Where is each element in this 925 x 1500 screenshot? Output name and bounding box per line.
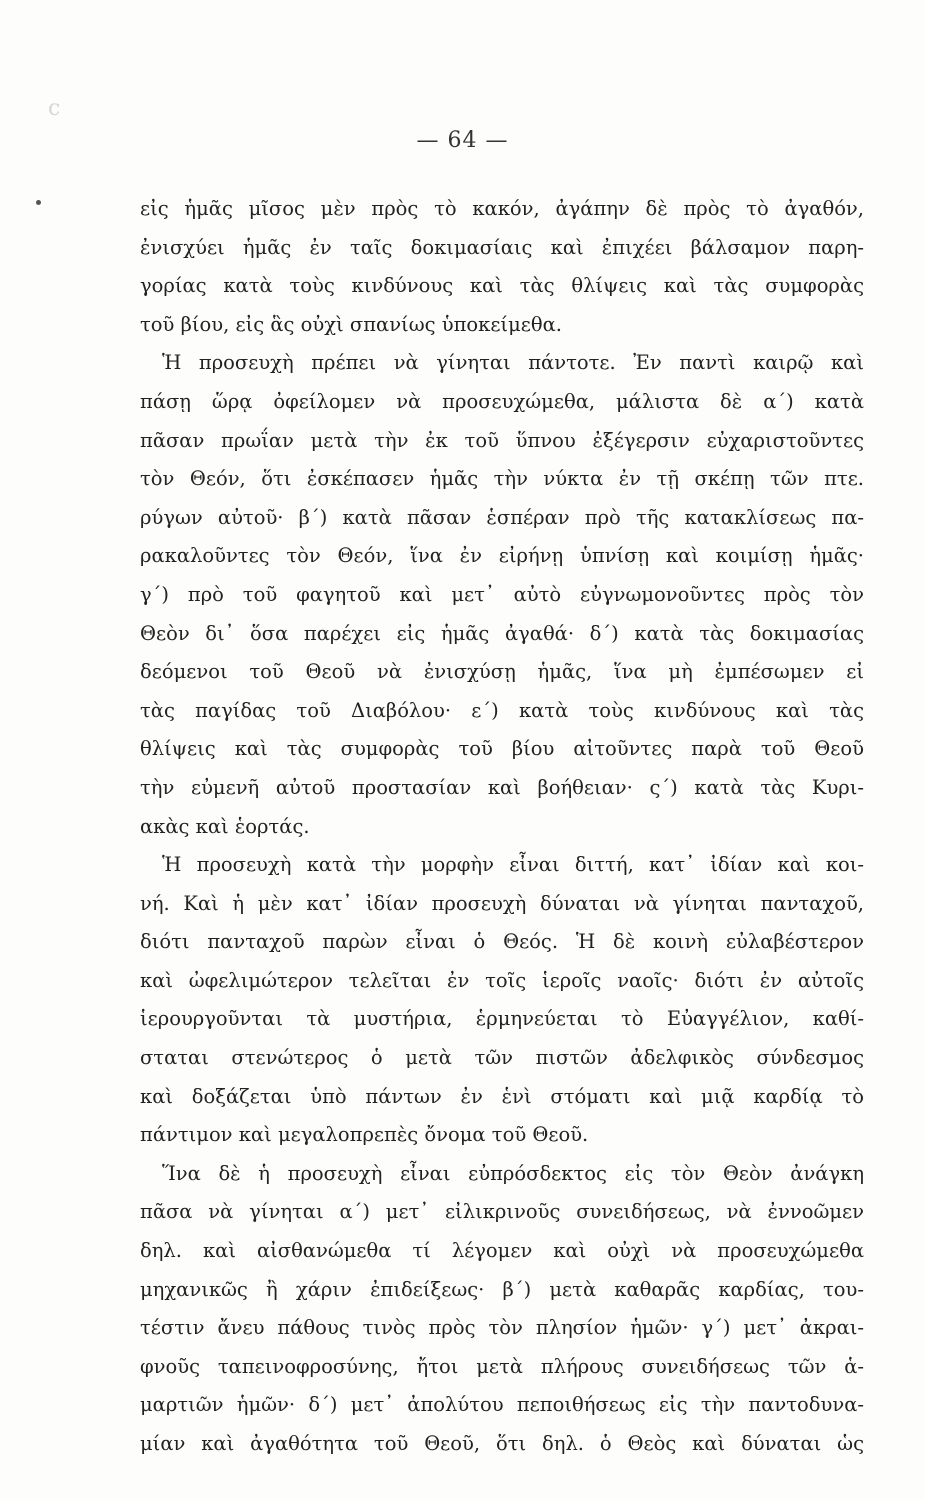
- body-text: [140, 190, 864, 1464]
- text-line: ἱερουργοῦνται τὰ μυστήρια, ἑρμηνεύεται τὸ Εὐαγγέλιον, καθί-: [140, 1007, 864, 1031]
- text-line: Ἵνα δὲ ἡ προσευχὴ εἶναι εὐπρόσδεκτος εἰς τὸν Θεὸν ἀνάγκη: [162, 1161, 864, 1185]
- text-line: μηχανικῶς ἢ χάριν ἐπιδείξεως· β΄) μετὰ καθαρᾶς καρδίας, του-: [140, 1277, 864, 1301]
- text-line: Ἡ προσευχὴ πρέπει νὰ γίνηται πάντοτε. Ἐν παντὶ καιρῷ καὶ: [162, 351, 864, 375]
- text-line: γορίας κατὰ τοὺς κινδύνους καὶ τὰς θλίψεις καὶ τὰς συμφορὰς: [140, 274, 864, 298]
- text-line: θλίψεις καὶ τὰς συμφορὰς τοῦ βίου αἰτοῦντες παρὰ τοῦ Θεοῦ: [140, 737, 864, 761]
- text-line: τὰς παγίδας τοῦ Διαβόλου· ε΄) κατὰ τοὺς κινδύνους καὶ τὰς: [140, 698, 864, 722]
- text-line: ἐνισχύει ἡμᾶς ἐν ταῖς δοκιμασίαις καὶ ἐπιχέει βάλσαμον παρη-: [140, 235, 864, 259]
- text-line: δεόμενοι τοῦ Θεοῦ νὰ ἐνισχύσῃ ἡμᾶς, ἵνα μὴ ἐμπέσωμεν εἰ: [140, 660, 864, 684]
- page-number: — 64 —: [416, 128, 509, 153]
- margin-dot: [36, 200, 41, 205]
- text-line: μίαν καὶ ἀγαθότητα τοῦ Θεοῦ, ὅτι δηλ. ὁ Θεὸς καὶ δύναται ὡς: [140, 1432, 864, 1455]
- text-line: δηλ. καὶ αἰσθανώμεθα τί λέγομεν καὶ οὐχὶ νὰ προσευχώμεθα: [140, 1239, 864, 1263]
- text-line: πάσῃ ὥρᾳ ὀφείλομεν νὰ προσευχώμεθα, μάλιστα δὲ α΄) κατὰ: [140, 389, 864, 413]
- text-line: ρακαλοῦντες τὸν Θεόν, ἵνα ἐν εἰρήνῃ ὑπνίσῃ καὶ κοιμίσῃ ἡμᾶς·: [140, 544, 864, 568]
- text-line: πᾶσαν πρωΐαν μετὰ τὴν ἐκ τοῦ ὕπνου ἐξέγερσιν εὐχαριστοῦντες: [140, 428, 864, 452]
- text-line: εἰς ἡμᾶς μῖσος μὲν πρὸς τὸ κακόν, ἀγάπην δὲ πρὸς τὸ ἀγαθόν,: [140, 197, 864, 220]
- text-line: τὴν εὐμενῆ αὐτοῦ προστασίαν καὶ βοήθειαν· ς΄) κατὰ τὰς Κυρι-: [140, 775, 864, 799]
- margin-mark: c: [48, 96, 61, 121]
- text-line: νή. Καὶ ἡ μὲν κατ᾽ ἰδίαν προσευχὴ δύναται νὰ γίνηται πανταχοῦ,: [140, 891, 864, 915]
- text-line: Θεὸν δι᾽ ὅσα παρέχει εἰς ἡμᾶς ἀγαθά· δ΄) κατὰ τὰς δοκιμασίας: [140, 621, 864, 645]
- text-line: μαρτιῶν ἡμῶν· δ΄) μετ᾽ ἀπολύτου πεποιθήσεως εἰς τὴν παντοδυνα-: [140, 1393, 864, 1417]
- text-line: φνοῦς ταπεινοφροσύνης, ἤτοι μετὰ πλήρους συνειδήσεως τῶν ἁ-: [140, 1354, 864, 1378]
- text-line: διότι πανταχοῦ παρὼν εἶναι ὁ Θεός. Ἡ δὲ κοινὴ εὐλαβέστερον: [140, 930, 864, 954]
- text-line: Ἡ προσευχὴ κατὰ τὴν μορφὴν εἶναι διττή, κατ᾽ ἰδίαν καὶ κοι-: [162, 853, 864, 877]
- text-line: καὶ δοξάζεται ὑπὸ πάντων ἐν ἑνὶ στόματι καὶ μιᾷ καρδίᾳ τὸ: [140, 1084, 864, 1108]
- text-line: τὸν Θεόν, ὅτι ἐσκέπασεν ἡμᾶς τὴν νύκτα ἐν τῇ σκέπῃ τῶν πτε.: [140, 467, 864, 491]
- text-line: ρύγων αὐτοῦ· β΄) κατὰ πᾶσαν ἑσπέραν πρὸ τῆς κατακλίσεως πα-: [140, 505, 864, 529]
- text-line: τοῦ βίου, εἰς ἃς οὐχὶ σπανίως ὑποκείμεθα.: [140, 312, 562, 336]
- text-line: γ΄) πρὸ τοῦ φαγητοῦ καὶ μετ᾽ αὐτὸ εὐγνωμονοῦντες πρὸς τὸν: [140, 582, 864, 606]
- text-line: πάντιμον καὶ μεγαλοπρεπὲς ὄνομα τοῦ Θεοῦ.: [140, 1123, 589, 1147]
- text-line: σταται στενώτερος ὁ μετὰ τῶν πιστῶν ἀδελφικὸς σύνδεσμος: [140, 1046, 864, 1070]
- text-line: τέστιν ἄνευ πάθους τινὸς πρὸς τὸν πλησίον ἡμῶν· γ΄) μετ᾽ ἀκραι-: [140, 1316, 864, 1340]
- text-line: πᾶσα νὰ γίνηται α΄) μετ᾽ εἰλικρινοῦς συνειδήσεως, νὰ ἐννοῶμεν: [140, 1200, 864, 1224]
- text-line: καὶ ὠφελιμώτερον τελεῖται ἐν τοῖς ἱεροῖς ναοῖς· διότι ἐν αὐτοῖς: [140, 968, 864, 992]
- text-line: ακὰς καὶ ἑορτάς.: [140, 814, 310, 838]
